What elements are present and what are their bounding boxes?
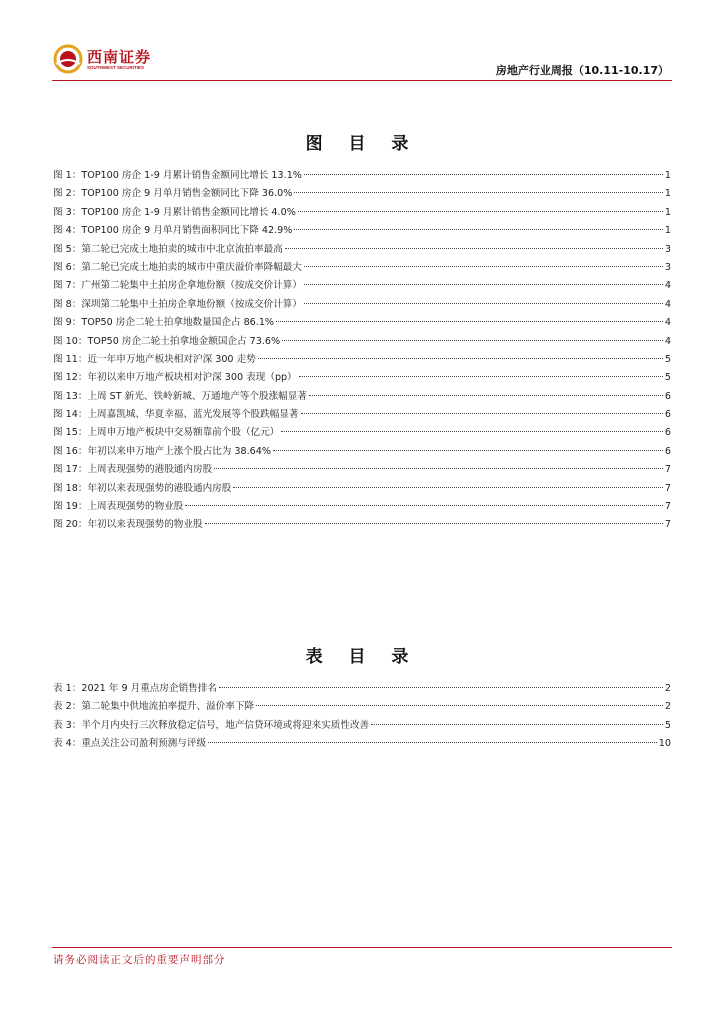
toc-entry[interactable]: [53, 296, 671, 314]
toc-entry-page-number[interactable]: 6: [664, 427, 671, 439]
report-title: 房地产行业周报（10.11-10.17）: [495, 64, 669, 77]
toc-entry[interactable]: [53, 717, 671, 735]
toc-entry-page-number[interactable]: 7: [664, 464, 671, 476]
toc-entry[interactable]: [53, 680, 671, 698]
toc-entry-page-number[interactable]: 1: [664, 170, 671, 181]
toc-entry-page-number[interactable]: 3: [664, 243, 671, 255]
toc-entry-page-number[interactable]: 6: [664, 390, 671, 402]
toc-entry[interactable]: [53, 241, 671, 259]
toc-dot-leader: [208, 742, 657, 743]
toc-entry-label[interactable]: 图 7：广州第二轮集中土拍房企拿地份额（按成交价计算）: [53, 280, 302, 292]
toc-dot-leader: [309, 395, 663, 396]
toc-dot-leader: [298, 211, 663, 212]
toc-entry[interactable]: [53, 480, 671, 498]
toc-dot-leader: [299, 376, 663, 377]
toc-entry-label[interactable]: 图 8：深圳第二轮集中土拍房企拿地份额（按成交价计算）: [53, 298, 302, 310]
toc-entry-label[interactable]: 图 15：上周申万地产板块中交易额靠前个股（亿元）: [53, 427, 280, 439]
toc-entry[interactable]: [53, 259, 671, 277]
toc-entry-label[interactable]: 图 19：上周表现强势的物业股: [53, 501, 184, 513]
toc-dot-leader: [233, 487, 663, 488]
toc-entry-label[interactable]: 图 3：TOP100 房企 1-9 月累计销售金额同比增长 4.0%: [53, 206, 296, 218]
toc-dot-leader: [214, 468, 663, 469]
toc-entry-label[interactable]: 图 4：TOP100 房企 9 月单月销售面积同比下降 42.9%: [53, 225, 293, 237]
toc-entry-page-number[interactable]: 1: [664, 206, 671, 218]
toc-entry[interactable]: [53, 351, 671, 369]
toc-entry-page-number[interactable]: 6: [664, 445, 671, 457]
toc-entry[interactable]: [53, 222, 671, 240]
toc-entry-page-number[interactable]: 7: [664, 519, 671, 531]
toc-entry-label[interactable]: 图 9：TOP50 房企二轮土拍拿地数量国企占 86.1%: [53, 317, 275, 329]
toc-entry[interactable]: [53, 461, 671, 479]
toc-dot-leader: [301, 413, 663, 414]
toc-entry-page-number[interactable]: 3: [664, 261, 671, 273]
toc-dot-leader: [304, 284, 663, 285]
toc-entry-label[interactable]: 图 20：年初以来表现强势的物业股: [53, 519, 203, 531]
toc-entry-label[interactable]: 图 16：年初以来申万地产上涨个股占比为 38.64%: [53, 445, 271, 457]
toc-entry-page-number[interactable]: 4: [664, 280, 671, 292]
toc-entry-page-number[interactable]: 6: [664, 409, 671, 421]
toc-entry-label[interactable]: 图 10：TOP50 房企二轮土拍拿地金额国企占 73.6%: [53, 335, 281, 347]
toc-dot-leader: [294, 192, 663, 193]
toc-entry-page-number[interactable]: 4: [664, 298, 671, 310]
toc-dot-leader: [304, 174, 663, 175]
toc-dot-leader: [256, 705, 663, 706]
toc-entry-page-number[interactable]: 5: [664, 372, 671, 384]
toc-entry[interactable]: [53, 406, 671, 424]
toc-entry-label[interactable]: 表 2：第二轮集中供地流拍率提升、溢价率下降: [53, 701, 255, 713]
tables-toc-title: 表 目 录: [305, 647, 419, 667]
tables-toc-list: [53, 680, 671, 754]
toc-entry-label[interactable]: 表 1：2021 年 9 月重点房企销售排名: [53, 683, 217, 694]
toc-entry-page-number[interactable]: 7: [664, 501, 671, 513]
logo-sun-icon: [53, 44, 83, 74]
toc-entry[interactable]: [53, 167, 671, 185]
toc-entry[interactable]: [53, 369, 671, 387]
toc-entry-label[interactable]: 图 5：第二轮已完成土地拍卖的城市中北京流拍率最高: [53, 243, 283, 255]
toc-entry-page-number[interactable]: 1: [664, 225, 671, 237]
toc-dot-leader: [276, 321, 663, 322]
footer-divider: [52, 947, 672, 948]
toc-entry-page-number[interactable]: 2: [664, 701, 671, 713]
toc-dot-leader: [219, 687, 663, 688]
figures-toc-list: [53, 167, 671, 535]
toc-entry-label[interactable]: 表 4：重点关注公司盈利预测与评级: [53, 738, 207, 750]
toc-entry-page-number[interactable]: 7: [664, 482, 671, 494]
toc-entry-page-number[interactable]: 5: [664, 719, 671, 731]
toc-dot-leader: [285, 248, 663, 249]
toc-entry[interactable]: [53, 277, 671, 295]
toc-entry-label[interactable]: 图 13：上周 ST 新光、铁岭新城、万通地产等个股涨幅显著: [53, 390, 307, 402]
toc-entry-page-number[interactable]: 4: [664, 317, 671, 329]
toc-entry[interactable]: [53, 698, 671, 716]
toc-dot-leader: [304, 266, 663, 267]
toc-entry-label[interactable]: 图 18：年初以来表现强势的港股通内房股: [53, 482, 232, 494]
toc-entry-page-number[interactable]: 4: [664, 335, 671, 347]
toc-entry[interactable]: [53, 185, 671, 203]
toc-dot-leader: [205, 523, 663, 524]
toc-entry-label[interactable]: 图 11：近一年申万地产板块相对沪深 300 走势: [53, 353, 256, 365]
toc-entry-label[interactable]: 图 17：上周表现强势的港股通内房股: [53, 464, 213, 476]
toc-dot-leader: [371, 724, 663, 725]
toc-entry-label[interactable]: 图 6：第二轮已完成土地拍卖的城市中重庆溢价率降幅最大: [53, 261, 302, 273]
header-divider: [52, 80, 672, 81]
logo-chinese-name: 西南证券: [87, 48, 152, 66]
toc-dot-leader: [304, 303, 663, 304]
toc-dot-leader: [258, 358, 663, 359]
toc-entry-page-number[interactable]: 10: [658, 738, 671, 750]
toc-dot-leader: [281, 431, 663, 432]
toc-dot-leader: [282, 340, 663, 341]
toc-entry-page-number[interactable]: 1: [664, 188, 671, 200]
company-logo: [53, 44, 153, 74]
toc-entry[interactable]: [53, 204, 671, 222]
toc-entry-label[interactable]: 表 3：半个月内央行三次释放稳定信号，地产信贷环境或将迎来实质性改善: [53, 719, 370, 731]
toc-dot-leader: [185, 505, 663, 506]
toc-entry[interactable]: [53, 443, 671, 461]
toc-entry[interactable]: [53, 735, 671, 753]
toc-entry-label[interactable]: 图 12：年初以来申万地产板块相对沪深 300 表现（pp）: [53, 372, 297, 384]
toc-entry-page-number[interactable]: 5: [664, 353, 671, 365]
logo-english-name: SOUTHWEST SECURITIES: [87, 65, 145, 70]
toc-dot-leader: [294, 229, 663, 230]
toc-entry[interactable]: [53, 333, 671, 351]
figures-toc-title: 图 目 录: [305, 134, 419, 154]
footer-disclaimer: 请务必阅读正文后的重要声明部分: [53, 954, 226, 966]
toc-entry[interactable]: [53, 424, 671, 442]
toc-entry-page-number[interactable]: 2: [664, 683, 671, 694]
toc-entry[interactable]: [53, 314, 671, 332]
toc-entry[interactable]: [53, 498, 671, 516]
toc-entry-label[interactable]: 图 1：TOP100 房企 1-9 月累计销售金额同比增长 13.1%: [53, 170, 302, 181]
toc-entry[interactable]: [53, 516, 671, 534]
toc-entry-label[interactable]: 图 2：TOP100 房企 9 月单月销售金额同比下降 36.0%: [53, 188, 293, 200]
toc-entry-label[interactable]: 图 14：上周嘉凯城、华夏幸福、蓝光发展等个股跌幅显著: [53, 409, 299, 421]
toc-dot-leader: [273, 450, 663, 451]
toc-entry[interactable]: [53, 388, 671, 406]
